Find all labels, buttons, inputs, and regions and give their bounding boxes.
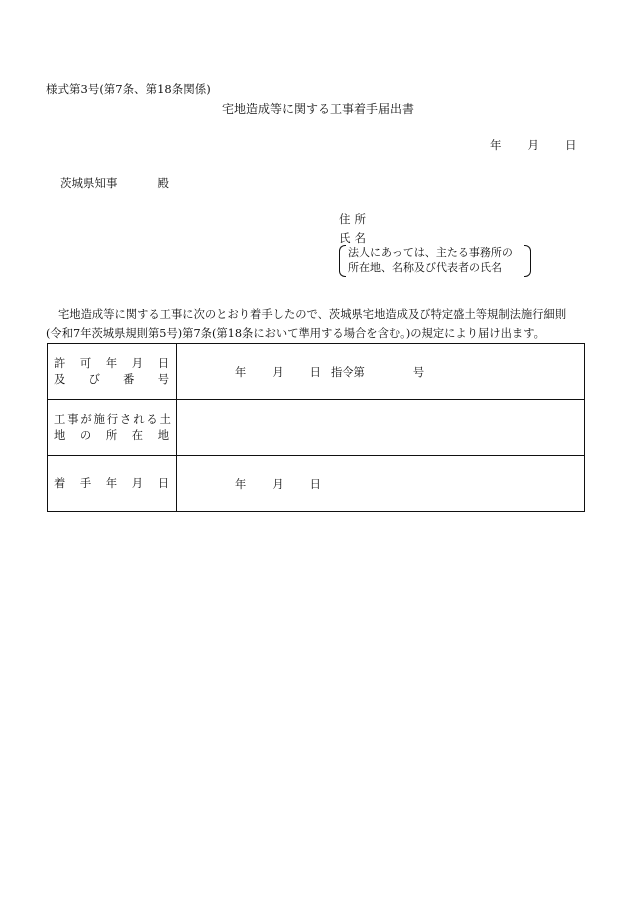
start-month: 月	[272, 477, 284, 491]
addressee-honorific: 殿	[157, 176, 169, 190]
addressee-name: 茨城県知事	[60, 176, 118, 190]
permit-month: 月	[272, 365, 284, 379]
left-bracket	[339, 245, 346, 277]
notification-table	[47, 343, 585, 512]
permit-order-prefix: 指令第	[330, 365, 365, 379]
permit-day: 日	[309, 365, 321, 379]
document-title: 宅地造成等に関する工事着手届出書	[222, 102, 415, 116]
table-row-start-date	[48, 456, 585, 512]
start-year: 年	[235, 477, 247, 491]
start-date-value-cell[interactable]	[177, 456, 585, 512]
start-date-label-cell	[48, 456, 177, 512]
permit-label-line1: 許 可 年 月 日	[54, 356, 169, 370]
table-row-permit	[48, 344, 585, 400]
name-label: 氏名	[339, 231, 370, 245]
right-bracket	[524, 245, 531, 277]
corporate-note	[339, 245, 531, 275]
form-number: 様式第3号(第7条、第18条関係)	[46, 82, 211, 96]
corporate-note-line2: 所在地、名称及び代表者の氏名	[348, 261, 502, 274]
date-month-label: 月	[527, 138, 539, 152]
addressee	[60, 175, 169, 191]
body-paragraph	[46, 305, 566, 343]
body-line1: 宅地造成等に関する工事に次のとおり着手したので、茨城県宅地造成及び特定盛土等規制法施行細則	[58, 308, 567, 321]
location-value-cell[interactable]	[177, 400, 585, 456]
permit-label-line2: 及 び 番 号	[54, 372, 169, 386]
location-label-line1: 工 事 が 施 行 さ れ る 土	[54, 412, 171, 426]
table-row-location	[48, 400, 585, 456]
start-date-label: 着 手 年 月 日	[54, 476, 169, 490]
permit-value-cell[interactable]	[177, 344, 585, 400]
address-label: 住所	[339, 212, 370, 226]
date-year-label: 年	[490, 138, 502, 152]
location-label-line2: 地 の 所 在 地	[54, 428, 169, 442]
permit-number-suffix: 号	[412, 365, 425, 379]
permit-label-cell	[48, 344, 177, 400]
location-label-cell	[48, 400, 177, 456]
corporate-note-line1: 法人にあっては、主たる事務所の	[348, 246, 513, 259]
permit-year: 年	[235, 365, 247, 379]
start-day: 日	[309, 477, 321, 491]
permit-value	[177, 364, 584, 380]
date-day-label: 日	[565, 138, 577, 152]
start-date-value	[177, 476, 584, 492]
body-line2: (令和7年茨城県規則第5号)第7条(第18条において準用する場合を含む。)の規定により届け出ます。	[46, 327, 545, 340]
submission-date	[490, 137, 577, 153]
